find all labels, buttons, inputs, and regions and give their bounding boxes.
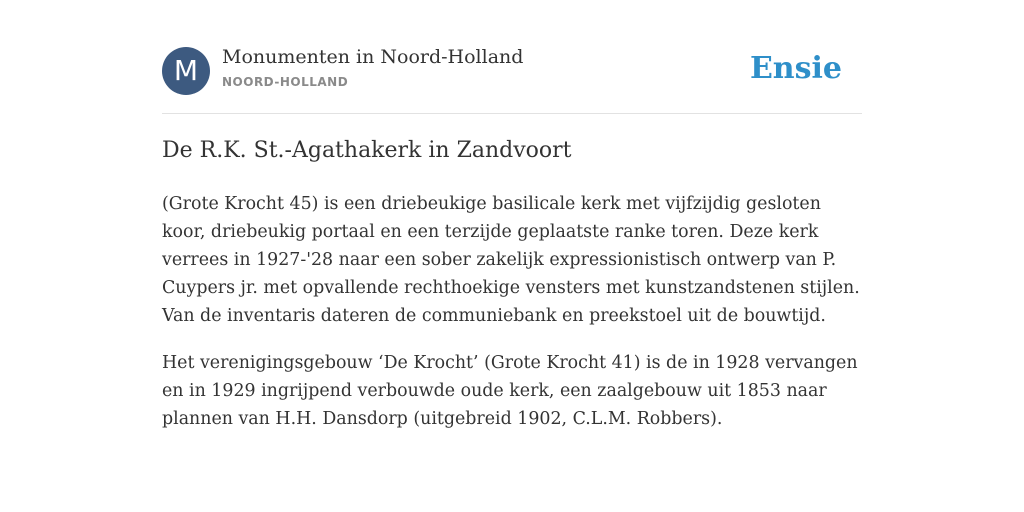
divider — [162, 113, 862, 114]
article-paragraph: (Grote Krocht 45) is een driebeukige basilicale kerk met vijfzijdig gesloten koor, driebeukig portaal en een terzijde geplaatste ranke toren. Deze kerk verrees in 1927-'28 naar een sober zakelijk expressionistisch ontwerp van P. Cuypers jr. met opvallende rechthoekige vensters met kunstzandstenen stijlen. Van de inventaris dateren de communiebank en preekstoel uit de bouwtijd. — [162, 194, 860, 326]
brand-logo[interactable]: Ensie — [749, 51, 842, 86]
article-title: De R.K. St.-Agathakerk in Zandvoort — [162, 138, 572, 163]
publication-header — [162, 46, 862, 96]
avatar[interactable]: M — [162, 47, 210, 95]
article-body — [162, 190, 862, 452]
article-paragraph: Het verenigingsgebouw ‘De Krocht’ (Grote Krocht 41) is de in 1928 vervangen en in 1929 ingrijpend verbouwde oude kerk, een zaalgebouw uit 1853 naar plannen van H.H. Dansdorp (uitgebreid 1902, C.L.M. Robbers). — [162, 353, 858, 429]
publication-subtitle[interactable]: NOORD-HOLLAND — [222, 75, 349, 89]
publication-title[interactable]: Monumenten in Noord-Holland — [222, 46, 524, 68]
